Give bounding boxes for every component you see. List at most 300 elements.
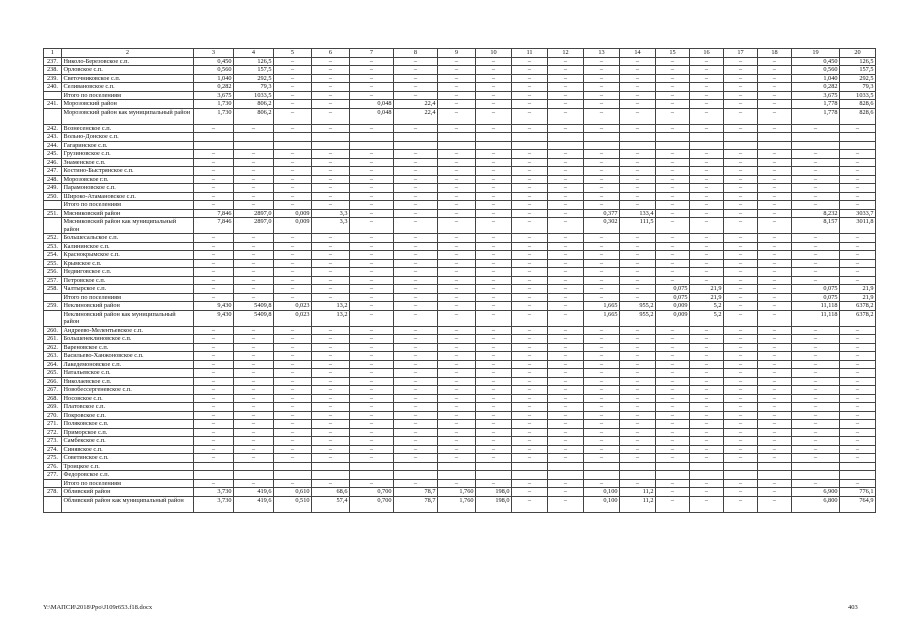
value-cell: –: [350, 184, 394, 193]
value-cell: –: [394, 428, 438, 437]
value-cell: –: [438, 454, 476, 463]
value-cell: –: [512, 167, 548, 176]
row-name: Итого по поселениям: [62, 91, 194, 100]
value-cell: –: [656, 201, 690, 210]
value-cell: 1,730: [194, 100, 234, 109]
value-cell: –: [656, 57, 690, 66]
value-cell: 198,0: [476, 496, 512, 512]
value-cell: –: [758, 175, 792, 184]
value-cell: –: [620, 445, 656, 454]
value-cell: –: [234, 377, 274, 386]
row-number: 238.: [44, 66, 62, 75]
value-cell: –: [194, 192, 234, 201]
value-cell: –: [194, 201, 234, 210]
value-cell: –: [512, 57, 548, 66]
value-cell: 806,2: [234, 100, 274, 109]
value-cell: –: [350, 83, 394, 92]
value-cell: –: [350, 91, 394, 100]
value-cell: –: [512, 488, 548, 497]
value-cell: –: [438, 175, 476, 184]
value-cell: 0,560: [194, 66, 234, 75]
value-cell: –: [234, 192, 274, 201]
value-cell: –: [792, 268, 840, 277]
value-cell: [656, 471, 690, 480]
value-cell: 5409,8: [234, 310, 274, 326]
row-number: 251.: [44, 209, 62, 218]
column-number: 5: [274, 49, 312, 58]
value-cell: [312, 471, 350, 480]
value-cell: –: [840, 369, 876, 378]
row-number: 248.: [44, 175, 62, 184]
value-cell: –: [512, 360, 548, 369]
value-cell: –: [548, 83, 584, 92]
value-cell: –: [394, 326, 438, 335]
value-cell: –: [724, 192, 758, 201]
value-cell: 0,075: [792, 285, 840, 294]
value-cell: –: [840, 454, 876, 463]
value-cell: –: [724, 360, 758, 369]
value-cell: –: [312, 57, 350, 66]
row-name: Большенеклиновское с.п.: [62, 335, 194, 344]
value-cell: 0,075: [792, 293, 840, 302]
value-cell: –: [394, 454, 438, 463]
value-cell: [394, 462, 438, 471]
value-cell: –: [548, 386, 584, 395]
table-row: [44, 403, 876, 412]
value-cell: –: [724, 158, 758, 167]
value-cell: –: [194, 167, 234, 176]
value-cell: –: [548, 454, 584, 463]
row-name: Натальевское с.п.: [62, 369, 194, 378]
row-name: Троицкое с.п.: [62, 462, 194, 471]
value-cell: –: [512, 100, 548, 109]
value-cell: –: [438, 343, 476, 352]
value-cell: –: [350, 167, 394, 176]
value-cell: [512, 462, 548, 471]
value-cell: –: [274, 192, 312, 201]
value-cell: –: [350, 268, 394, 277]
value-cell: –: [656, 167, 690, 176]
value-cell: –: [194, 352, 234, 361]
table-row: [44, 386, 876, 395]
value-cell: –: [758, 369, 792, 378]
value-cell: –: [438, 420, 476, 429]
value-cell: –: [620, 124, 656, 133]
value-cell: –: [476, 310, 512, 326]
value-cell: [620, 471, 656, 480]
row-name: Носовское с.п.: [62, 394, 194, 403]
value-cell: –: [584, 285, 620, 294]
value-cell: –: [620, 369, 656, 378]
row-number: 268.: [44, 394, 62, 403]
row-name: Вознесенское с.п.: [62, 124, 194, 133]
row-name: Морозовский район как муниципальный район: [62, 108, 194, 124]
value-cell: –: [620, 234, 656, 243]
row-name: Вареновское с.п.: [62, 343, 194, 352]
value-cell: 0,450: [792, 57, 840, 66]
value-cell: –: [394, 335, 438, 344]
value-cell: –: [656, 209, 690, 218]
value-cell: 126,5: [840, 57, 876, 66]
statistics-table-container: [43, 48, 876, 513]
value-cell: –: [476, 158, 512, 167]
value-cell: –: [476, 74, 512, 83]
value-cell: –: [620, 394, 656, 403]
value-cell: 1,778: [792, 100, 840, 109]
value-cell: –: [584, 192, 620, 201]
value-cell: 0,100: [584, 496, 620, 512]
row-number: 261.: [44, 335, 62, 344]
value-cell: –: [620, 293, 656, 302]
value-cell: [438, 471, 476, 480]
row-name: Неклиновский район: [62, 302, 194, 311]
value-cell: –: [512, 83, 548, 92]
value-cell: –: [194, 268, 234, 277]
value-cell: –: [548, 66, 584, 75]
value-cell: –: [656, 276, 690, 285]
value-cell: 1,760: [438, 496, 476, 512]
value-cell: –: [656, 158, 690, 167]
value-cell: –: [274, 201, 312, 210]
value-cell: –: [724, 377, 758, 386]
column-number: 9: [438, 49, 476, 58]
value-cell: –: [584, 83, 620, 92]
value-cell: 419,6: [234, 496, 274, 512]
value-cell: –: [792, 251, 840, 260]
value-cell: –: [656, 377, 690, 386]
value-cell: –: [758, 192, 792, 201]
value-cell: –: [584, 66, 620, 75]
value-cell: –: [690, 242, 724, 251]
value-cell: –: [234, 167, 274, 176]
value-cell: –: [438, 285, 476, 294]
value-cell: –: [476, 259, 512, 268]
value-cell: –: [656, 360, 690, 369]
value-cell: –: [584, 360, 620, 369]
value-cell: –: [194, 285, 234, 294]
value-cell: –: [620, 100, 656, 109]
value-cell: –: [312, 403, 350, 412]
value-cell: –: [548, 234, 584, 243]
row-name: Гагаринское с.п.: [62, 141, 194, 150]
value-cell: –: [274, 83, 312, 92]
column-number: 15: [656, 49, 690, 58]
value-cell: [548, 141, 584, 150]
value-cell: –: [792, 150, 840, 159]
row-number: [44, 91, 62, 100]
value-cell: –: [656, 488, 690, 497]
value-cell: –: [438, 293, 476, 302]
value-cell: –: [548, 403, 584, 412]
value-cell: –: [792, 369, 840, 378]
column-number: 12: [548, 49, 584, 58]
value-cell: [840, 133, 876, 142]
value-cell: [438, 141, 476, 150]
value-cell: 0,009: [656, 310, 690, 326]
value-cell: –: [312, 360, 350, 369]
value-cell: –: [438, 201, 476, 210]
value-cell: –: [194, 454, 234, 463]
value-cell: [584, 133, 620, 142]
table-row: [44, 184, 876, 193]
value-cell: 2897,0: [234, 218, 274, 234]
value-cell: 3,730: [194, 488, 234, 497]
row-number: 250.: [44, 192, 62, 201]
value-cell: –: [438, 124, 476, 133]
value-cell: –: [438, 184, 476, 193]
value-cell: –: [690, 437, 724, 446]
value-cell: –: [394, 150, 438, 159]
value-cell: –: [274, 158, 312, 167]
table-row: [44, 445, 876, 454]
value-cell: –: [350, 420, 394, 429]
value-cell: [194, 471, 234, 480]
value-cell: –: [234, 394, 274, 403]
value-cell: –: [758, 386, 792, 395]
value-cell: –: [792, 445, 840, 454]
table-row: [44, 57, 876, 66]
value-cell: 0,009: [656, 302, 690, 311]
value-cell: –: [548, 360, 584, 369]
value-cell: –: [620, 411, 656, 420]
value-cell: –: [312, 100, 350, 109]
value-cell: –: [620, 360, 656, 369]
value-cell: –: [194, 420, 234, 429]
value-cell: –: [724, 445, 758, 454]
value-cell: –: [620, 192, 656, 201]
value-cell: –: [758, 184, 792, 193]
value-cell: –: [312, 184, 350, 193]
value-cell: –: [274, 276, 312, 285]
value-cell: –: [840, 276, 876, 285]
value-cell: 126,5: [234, 57, 274, 66]
value-cell: –: [690, 234, 724, 243]
value-cell: –: [350, 302, 394, 311]
column-number: 6: [312, 49, 350, 58]
value-cell: –: [840, 386, 876, 395]
value-cell: –: [620, 343, 656, 352]
value-cell: –: [724, 268, 758, 277]
value-cell: 0,009: [274, 218, 312, 234]
value-cell: –: [194, 403, 234, 412]
value-cell: –: [758, 488, 792, 497]
value-cell: –: [234, 175, 274, 184]
row-name: Мясниковский район: [62, 209, 194, 218]
value-cell: –: [274, 360, 312, 369]
value-cell: –: [476, 100, 512, 109]
value-cell: –: [548, 108, 584, 124]
value-cell: –: [350, 352, 394, 361]
footer-file-path: Y:\МАПСИ\2018\Ppo\J109r653.f18.docx: [43, 604, 153, 611]
row-number: 259.: [44, 302, 62, 311]
row-name: Андреево-Мелентьевское с.п.: [62, 326, 194, 335]
value-cell: –: [548, 302, 584, 311]
value-cell: –: [234, 428, 274, 437]
value-cell: –: [548, 251, 584, 260]
value-cell: –: [548, 428, 584, 437]
value-cell: 79,3: [234, 83, 274, 92]
value-cell: 6,800: [792, 496, 840, 512]
value-cell: –: [840, 192, 876, 201]
value-cell: 8,157: [792, 218, 840, 234]
value-cell: –: [690, 192, 724, 201]
value-cell: –: [584, 479, 620, 488]
value-cell: –: [438, 276, 476, 285]
value-cell: –: [620, 57, 656, 66]
value-cell: –: [724, 57, 758, 66]
value-cell: –: [620, 420, 656, 429]
row-number: 253.: [44, 242, 62, 251]
value-cell: –: [620, 377, 656, 386]
value-cell: –: [840, 175, 876, 184]
value-cell: –: [690, 428, 724, 437]
value-cell: [620, 133, 656, 142]
value-cell: [620, 462, 656, 471]
value-cell: –: [476, 285, 512, 294]
value-cell: 2897,0: [234, 209, 274, 218]
row-number: 264.: [44, 360, 62, 369]
value-cell: [512, 133, 548, 142]
value-cell: [792, 133, 840, 142]
value-cell: –: [512, 175, 548, 184]
table-row: [44, 437, 876, 446]
value-cell: –: [758, 66, 792, 75]
value-cell: –: [476, 445, 512, 454]
row-number: 260.: [44, 326, 62, 335]
value-cell: –: [350, 479, 394, 488]
value-cell: –: [476, 167, 512, 176]
row-number: 249.: [44, 184, 62, 193]
table-row: [44, 335, 876, 344]
value-cell: –: [274, 335, 312, 344]
value-cell: –: [840, 201, 876, 210]
row-name: Петровское с.п.: [62, 276, 194, 285]
value-cell: –: [312, 83, 350, 92]
value-cell: –: [656, 251, 690, 260]
value-cell: –: [274, 420, 312, 429]
column-number: 14: [620, 49, 656, 58]
value-cell: –: [350, 326, 394, 335]
row-name: Итого по поселениям: [62, 479, 194, 488]
value-cell: 198,0: [476, 488, 512, 497]
row-number: 278.: [44, 488, 62, 497]
value-cell: –: [274, 108, 312, 124]
value-cell: –: [512, 192, 548, 201]
value-cell: –: [724, 234, 758, 243]
row-number: 263.: [44, 352, 62, 361]
row-number: 237.: [44, 57, 62, 66]
value-cell: –: [512, 369, 548, 378]
row-name: Васильево-Ханжоновское с.п.: [62, 352, 194, 361]
column-number: 17: [724, 49, 758, 58]
value-cell: –: [234, 158, 274, 167]
value-cell: –: [620, 403, 656, 412]
page-number: 403: [848, 604, 858, 611]
value-cell: –: [840, 184, 876, 193]
value-cell: –: [620, 251, 656, 260]
table-row: [44, 268, 876, 277]
value-cell: –: [234, 268, 274, 277]
value-cell: –: [840, 343, 876, 352]
value-cell: –: [512, 386, 548, 395]
value-cell: –: [194, 175, 234, 184]
value-cell: –: [724, 411, 758, 420]
value-cell: –: [438, 83, 476, 92]
row-name: Лакедемоновское с.п.: [62, 360, 194, 369]
value-cell: –: [394, 167, 438, 176]
value-cell: –: [512, 276, 548, 285]
value-cell: 133,4: [620, 209, 656, 218]
value-cell: –: [234, 335, 274, 344]
row-name: Парамоновское с.п.: [62, 184, 194, 193]
value-cell: –: [548, 57, 584, 66]
value-cell: –: [792, 394, 840, 403]
value-cell: –: [548, 293, 584, 302]
value-cell: –: [312, 411, 350, 420]
row-name: Мясниковский район как муниципальный район: [62, 218, 194, 234]
value-cell: –: [548, 91, 584, 100]
value-cell: –: [548, 276, 584, 285]
value-cell: [234, 462, 274, 471]
table-row: [44, 218, 876, 234]
value-cell: –: [394, 377, 438, 386]
value-cell: –: [758, 218, 792, 234]
value-cell: –: [724, 326, 758, 335]
value-cell: –: [350, 403, 394, 412]
value-cell: –: [690, 411, 724, 420]
value-cell: –: [758, 91, 792, 100]
value-cell: –: [548, 218, 584, 234]
value-cell: –: [840, 242, 876, 251]
value-cell: –: [234, 242, 274, 251]
value-cell: –: [194, 276, 234, 285]
value-cell: –: [792, 343, 840, 352]
value-cell: –: [724, 251, 758, 260]
value-cell: –: [792, 377, 840, 386]
value-cell: [758, 462, 792, 471]
value-cell: –: [620, 91, 656, 100]
table-row: [44, 411, 876, 420]
value-cell: –: [690, 184, 724, 193]
value-cell: –: [234, 352, 274, 361]
value-cell: –: [758, 352, 792, 361]
value-cell: –: [438, 91, 476, 100]
value-cell: 292,5: [234, 74, 274, 83]
value-cell: –: [312, 445, 350, 454]
value-cell: –: [690, 496, 724, 512]
value-cell: –: [312, 268, 350, 277]
column-number: 16: [690, 49, 724, 58]
value-cell: –: [840, 234, 876, 243]
value-cell: –: [512, 428, 548, 437]
value-cell: –: [620, 276, 656, 285]
value-cell: –: [548, 437, 584, 446]
value-cell: –: [758, 259, 792, 268]
value-cell: –: [274, 268, 312, 277]
value-cell: –: [394, 242, 438, 251]
value-cell: –: [584, 234, 620, 243]
value-cell: [394, 133, 438, 142]
value-cell: –: [234, 403, 274, 412]
value-cell: –: [350, 377, 394, 386]
value-cell: –: [548, 242, 584, 251]
value-cell: –: [476, 83, 512, 92]
value-cell: –: [690, 150, 724, 159]
value-cell: –: [476, 403, 512, 412]
value-cell: –: [312, 369, 350, 378]
row-number: 252.: [44, 234, 62, 243]
value-cell: [690, 141, 724, 150]
